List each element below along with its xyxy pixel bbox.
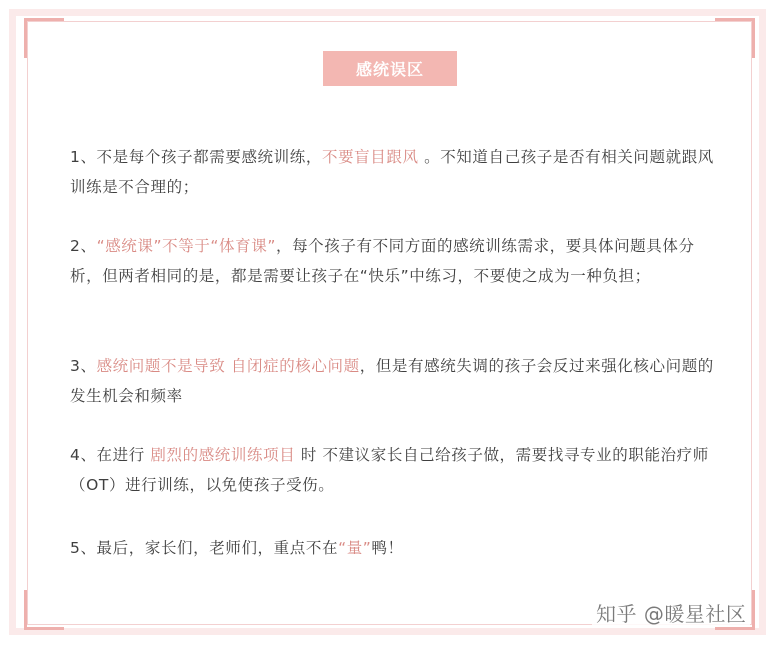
paragraph-1-highlight: 不要盲目跟风 (321, 148, 419, 166)
paragraph-5-text-end: 鸭！ (371, 539, 404, 557)
paragraph-4-text-end: 时 不建议家长自己给孩子做，需要找寻专业的职能治疗师（OT）进行训练，以免使孩子受伤。 (70, 446, 709, 494)
paragraph-1 (70, 142, 720, 202)
section-title: 感统误区 (323, 51, 457, 86)
paragraph-5-highlight: “量” (338, 539, 372, 557)
paragraph-4 (70, 440, 720, 500)
paragraph-3-highlight: 感统问题不是导致 自闭症的核心问题 (96, 357, 360, 375)
paragraph-4-text: 4、在进行 (70, 446, 151, 464)
paragraph-2-text: 2、 (70, 237, 97, 255)
paragraph-3 (70, 351, 720, 411)
paragraph-2-highlight: “感统课”不等于“体育课” (96, 237, 276, 255)
corner-decoration-top-right (715, 18, 755, 58)
paragraph-4-highlight: 剧烈的感统训练项目 (150, 446, 296, 464)
paragraph-5 (70, 533, 720, 563)
paragraph-2 (70, 231, 720, 291)
paragraph-3-text: 3、 (70, 357, 97, 375)
paragraph-1-text-end: 。不知道自己孩子是否有相关问题就跟风训练是不合理的； (70, 148, 714, 196)
corner-decoration-bottom-left (24, 590, 64, 630)
paragraph-5-text: 5、最后，家长们，老师们，重点不在 (70, 539, 339, 557)
corner-decoration-top-left (24, 18, 64, 58)
paragraph-3-text-end: ，但是有感统失调的孩子会反过来强化核心问题的发生机会和频率 (70, 357, 714, 405)
paragraph-1-text: 1、不是每个孩子都需要感统训练， (70, 148, 322, 166)
paragraph-2-text-end: ，每个孩子有不同方面的感统训练需求，要具体问题具体分析，但两者相同的是，都是需要让孩子在“快乐”中练习，不要使之成为一种负担； (70, 237, 695, 285)
zhihu-watermark: 知乎 @暖星社区 (592, 598, 750, 627)
